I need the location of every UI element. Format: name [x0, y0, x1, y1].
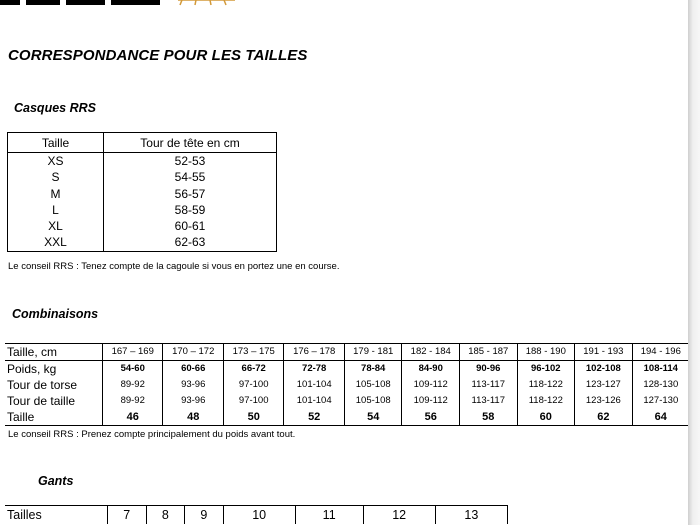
table-row — [5, 377, 689, 393]
helmets-advice-note: Le conseil RRS : Tenez compte de la cagoule si vous en portez une en course. — [8, 261, 340, 272]
size-value-cell: 72-78 — [284, 361, 344, 378]
row-label: Tailles — [5, 506, 108, 525]
size-value-cell: 118-122 — [517, 393, 575, 409]
table-row — [5, 506, 508, 525]
size-value-cell: 78-84 — [344, 361, 402, 378]
size-value-cell: 62 — [575, 409, 633, 426]
row-label: Poids, kg — [5, 361, 103, 378]
size-value-cell: 113-117 — [460, 377, 518, 393]
size-value-cell: 191 - 193 — [575, 344, 633, 361]
size-value-cell: 123-127 — [575, 377, 633, 393]
size-value-cell: 64 — [654, 411, 667, 423]
size-value-cell: 102-108 — [575, 361, 633, 378]
head-circumference-cell: 54-55 — [174, 170, 206, 185]
size-value-cell: 93-96 — [163, 377, 223, 393]
gloves-section-title: Gants — [38, 474, 74, 488]
glove-size-cell: 12 — [363, 506, 435, 525]
size-value-cell: 89-92 — [103, 393, 163, 409]
size-value-cell: 60 — [517, 409, 575, 426]
size-value-cell: 113-117 — [460, 393, 518, 409]
page-title: CORRESPONDANCE POUR LES TAILLES — [8, 47, 308, 64]
table-row — [8, 153, 277, 170]
table-row — [5, 344, 689, 361]
size-value-cell: 105-108 — [344, 377, 402, 393]
head-circumference-cell: 60-61 — [174, 219, 206, 234]
size-value-cell: 46 — [103, 409, 163, 426]
head-circumference-cell: 58-59 — [174, 202, 206, 217]
size-cell: L — [8, 202, 104, 218]
size-cell: S — [8, 169, 104, 185]
size-value-cell: 188 - 190 — [517, 344, 575, 361]
glove-size-table — [5, 505, 508, 524]
glove-size-cell: 10 — [223, 506, 295, 525]
size-value-cell: 90-96 — [460, 361, 518, 378]
size-value-cell: 97-100 — [223, 393, 283, 409]
size-value-cell: 105-108 — [344, 393, 402, 409]
table-row — [8, 218, 277, 234]
size-value-cell: 167 – 169 — [103, 344, 163, 361]
size-cell: M — [8, 186, 104, 202]
size-value-cell: 58 — [460, 409, 518, 426]
glove-size-cell: 11 — [295, 506, 363, 525]
row-label: Taille, cm — [5, 344, 103, 361]
table-row — [5, 393, 689, 409]
table-header-row — [8, 133, 277, 153]
head-circumference-cell: 62-63 — [174, 235, 206, 250]
helmet-size-table — [7, 132, 277, 252]
table-row — [5, 409, 689, 426]
suits-advice-note: Le conseil RRS : Prenez compte principalement du poids avant tout. — [8, 429, 296, 440]
table-row — [8, 186, 277, 202]
size-value-cell: 96-102 — [517, 361, 575, 378]
size-value-cell: 170 – 172 — [163, 344, 223, 361]
glove-size-cell: 9 — [185, 506, 224, 525]
column-header: Taille — [8, 133, 104, 153]
size-value-cell: 176 – 178 — [284, 344, 344, 361]
size-value-cell: 52 — [284, 409, 344, 426]
size-value-cell: 173 – 175 — [223, 344, 283, 361]
size-value-cell: 54-60 — [103, 361, 163, 378]
helmets-section-title: Casques RRS — [14, 101, 96, 115]
size-value-cell: 118-122 — [517, 377, 575, 393]
size-value-cell: 56 — [402, 409, 460, 426]
size-value-cell: 179 - 181 — [344, 344, 402, 361]
head-circumference-cell: 52-53 — [174, 154, 206, 168]
suit-size-table — [5, 343, 689, 426]
size-value-cell: 66-72 — [223, 361, 283, 378]
table-row — [8, 169, 277, 185]
table-row — [8, 202, 277, 218]
size-cell: XS — [8, 153, 104, 170]
size-value-cell: 182 - 184 — [402, 344, 460, 361]
size-value-cell: 101-104 — [284, 393, 344, 409]
brand-logo — [0, 0, 250, 6]
head-circumference-cell: 56-57 — [174, 186, 206, 201]
table-row — [8, 234, 277, 251]
column-header: Tour de tête en cm — [104, 133, 277, 153]
page-edge-shadow — [688, 0, 700, 525]
size-value-cell: 128-130 — [643, 379, 679, 390]
size-value-cell: 109-112 — [402, 377, 460, 393]
size-value-cell: 185 - 187 — [460, 344, 518, 361]
size-value-cell: 123-126 — [575, 393, 633, 409]
size-cell: XL — [8, 218, 104, 234]
row-label: Taille — [5, 409, 103, 426]
size-value-cell: 194 - 196 — [632, 344, 689, 361]
glove-size-cell: 7 — [108, 506, 147, 525]
size-value-cell: 54 — [344, 409, 402, 426]
size-value-cell: 108-114 — [643, 363, 678, 374]
size-value-cell: 127-130 — [643, 395, 679, 406]
size-value-cell: 48 — [163, 409, 223, 426]
size-value-cell: 50 — [223, 409, 283, 426]
size-value-cell: 89-92 — [103, 377, 163, 393]
glove-size-cell: 13 — [435, 506, 507, 525]
suits-section-title: Combinaisons — [12, 307, 99, 321]
size-value-cell: 101-104 — [284, 377, 344, 393]
size-value-cell: 97-100 — [223, 377, 283, 393]
row-label: Tour de torse — [5, 377, 103, 393]
glove-size-cell: 8 — [146, 506, 185, 525]
table-row — [5, 361, 689, 378]
row-label: Tour de taille — [5, 393, 103, 409]
size-value-cell: 84-90 — [402, 361, 460, 378]
size-value-cell: 60-66 — [163, 361, 223, 378]
size-cell: XXL — [8, 234, 104, 251]
size-value-cell: 109-112 — [402, 393, 460, 409]
size-value-cell: 93-96 — [163, 393, 223, 409]
